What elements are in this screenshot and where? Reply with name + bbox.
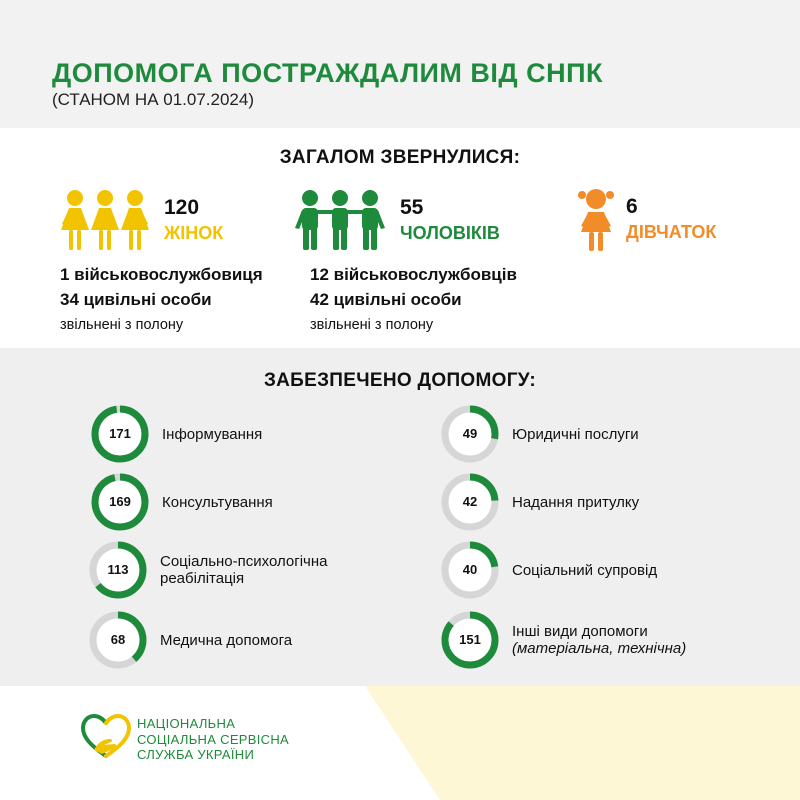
help-ring-gauge xyxy=(440,540,500,600)
header-band xyxy=(0,0,800,128)
girls-stat xyxy=(578,186,716,252)
men-released: звільнені з полону xyxy=(310,317,434,333)
help-label xyxy=(162,494,273,511)
men-label: ЧОЛОВІКІВ xyxy=(400,223,500,243)
help-ring-gauge xyxy=(440,472,500,532)
help-value: 169 xyxy=(109,494,131,509)
help-value: 171 xyxy=(109,426,131,441)
men-civilians: 42 цивільні особи xyxy=(310,290,462,309)
applied-section-title: ЗАГАЛОМ ЗВЕРНУЛИСЯ: xyxy=(279,147,521,168)
help-label-line1: Медична допомога xyxy=(160,631,293,649)
men-stat xyxy=(294,188,500,252)
help-label-line1: Інформування xyxy=(162,425,263,443)
help-section xyxy=(0,348,800,686)
help-item xyxy=(88,540,327,600)
help-item xyxy=(440,472,639,532)
girl-icon xyxy=(578,186,614,252)
heart-hands-logo-icon xyxy=(80,712,132,769)
help-label-line1: Соціально-психологічна xyxy=(160,553,328,570)
help-ring-gauge xyxy=(88,610,148,670)
women-released: звільнені з полону xyxy=(60,317,184,333)
help-label-line1: Соціальний супровід xyxy=(512,561,658,579)
help-value: 40 xyxy=(462,562,478,577)
help-ring-gauge xyxy=(90,404,150,464)
help-label xyxy=(160,553,327,587)
women-group-icon xyxy=(60,188,150,252)
help-item xyxy=(90,404,262,464)
help-label-line1: Інші види допомоги xyxy=(512,623,648,640)
org-name-line2: СОЦІАЛЬНА СЕРВІСНА xyxy=(137,731,289,747)
help-item xyxy=(88,610,292,670)
page-subtitle: (СТАНОМ НА 01.07.2024) xyxy=(52,90,254,109)
help-label-line2: реабілітація xyxy=(160,570,245,587)
org-name xyxy=(137,716,289,763)
help-label-line1: Юридичні послуги xyxy=(512,425,639,443)
help-label xyxy=(160,632,292,649)
help-value: 49 xyxy=(462,426,478,441)
women-label: ЖІНОК xyxy=(164,223,224,243)
help-ring-gauge xyxy=(440,404,500,464)
org-name-line1: НАЦІОНАЛЬНА xyxy=(137,716,236,731)
help-ring-gauge xyxy=(90,472,150,532)
help-value: 42 xyxy=(462,494,478,509)
help-label xyxy=(512,623,686,657)
men-count: 55 xyxy=(400,196,424,219)
help-label xyxy=(162,426,262,443)
help-label-line1: Консультування xyxy=(162,493,273,511)
help-item xyxy=(440,404,639,464)
help-label xyxy=(512,494,639,511)
women-civilians: 34 цивільні особи xyxy=(60,290,212,309)
help-value: 151 xyxy=(459,632,481,647)
help-label xyxy=(512,426,639,443)
women-count: 120 xyxy=(164,196,200,219)
women-details xyxy=(60,262,263,338)
men-group-icon xyxy=(294,188,386,252)
help-section-title: ЗАБЕЗПЕЧЕНО ДОПОМОГУ: xyxy=(263,370,537,391)
help-label-line1: Надання притулку xyxy=(512,493,640,511)
help-label xyxy=(512,562,657,579)
help-ring-gauge xyxy=(440,610,500,670)
girls-label: ДІВЧАТОК xyxy=(626,222,717,242)
help-ring-gauge xyxy=(88,540,148,600)
men-military: 12 військовослужбовців xyxy=(310,265,517,284)
page-title: ДОПОМОГА ПОСТРАЖДАЛИМ ВІД СНПК xyxy=(52,58,604,88)
help-item xyxy=(440,540,657,600)
help-item xyxy=(90,472,273,532)
girls-count: 6 xyxy=(626,195,638,218)
women-stat xyxy=(60,188,223,252)
men-details xyxy=(310,262,517,338)
help-item xyxy=(440,610,686,670)
help-value: 113 xyxy=(107,562,129,577)
org-name-line3: СЛУЖБА УКРАЇНИ xyxy=(137,747,255,762)
help-label-line2: (матеріальна, технічна) xyxy=(512,640,687,657)
help-value: 68 xyxy=(110,632,126,647)
women-military: 1 військовослужбовиця xyxy=(60,265,263,284)
